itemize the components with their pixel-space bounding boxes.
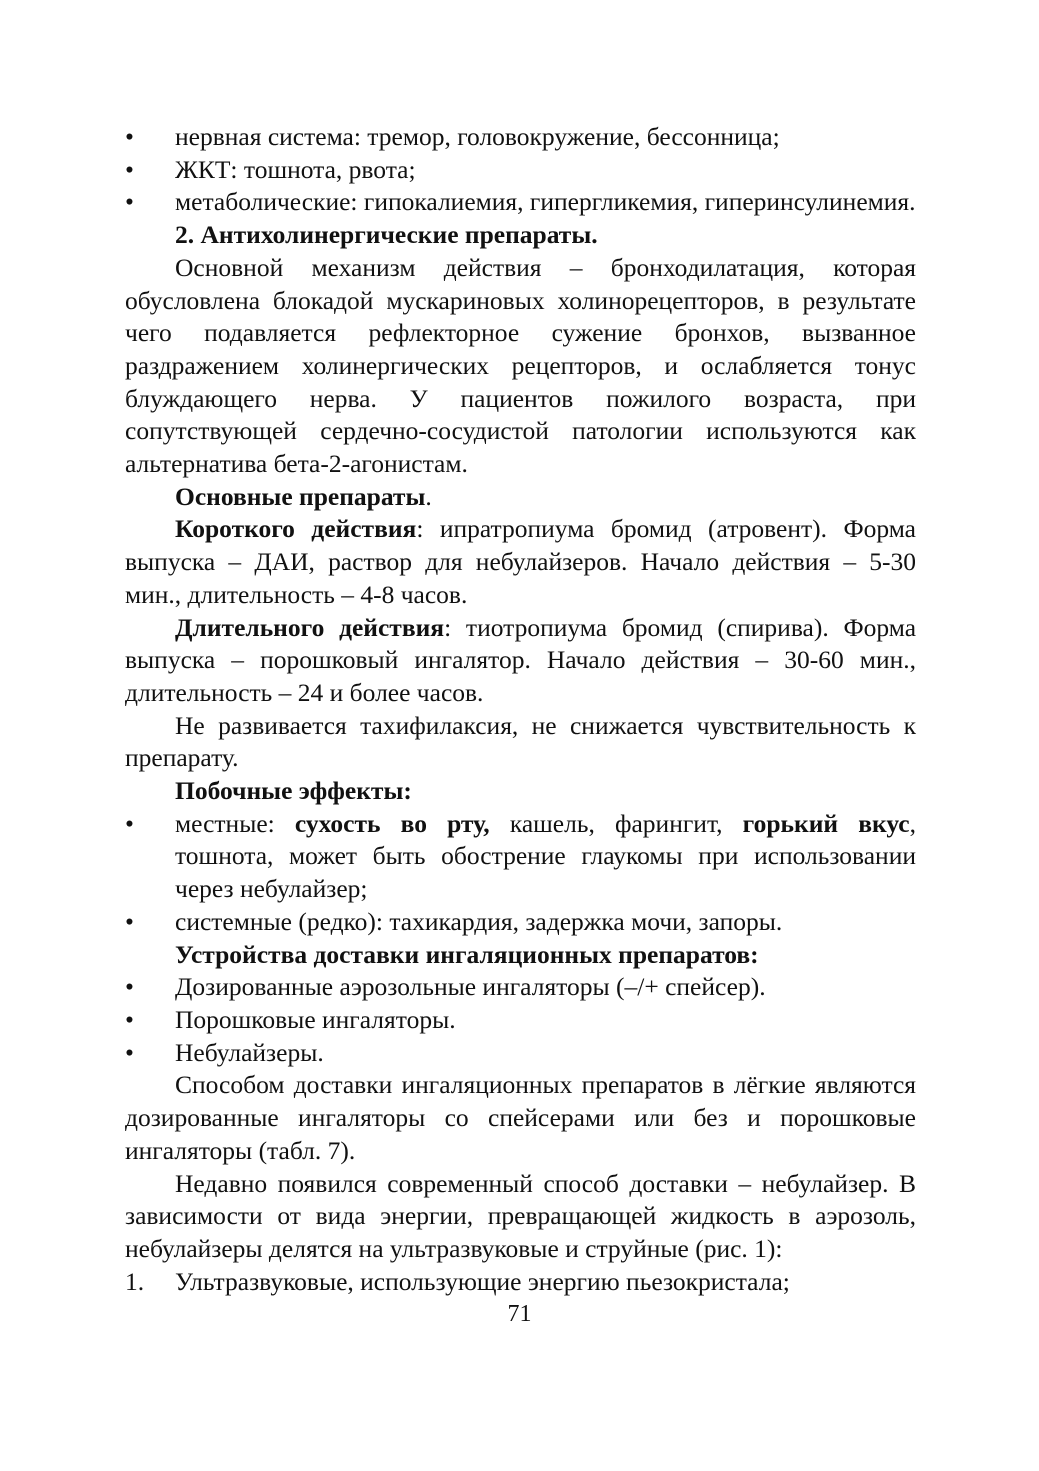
term-label: Длительного действия — [175, 612, 445, 642]
list-item-text: Небулайзеры. — [175, 1037, 324, 1067]
page-body — [125, 121, 916, 1298]
subheading-dot: . — [425, 481, 432, 511]
bullet-marker: • — [125, 972, 134, 1002]
list-item — [125, 121, 916, 154]
subheading-side-effects: Побочные эффекты: — [175, 776, 412, 806]
list-item — [125, 186, 916, 219]
bullet-marker: • — [125, 1004, 134, 1034]
list-item-text — [175, 809, 916, 903]
list-item — [125, 808, 916, 906]
list-item — [125, 971, 916, 1004]
paragraph-short-acting — [125, 513, 916, 611]
list-item-text: Ультразвуковые, использующие энергию пьезокристала; — [175, 1266, 790, 1296]
bullet-marker: • — [125, 906, 134, 936]
term-text: : тиотропиума бромид (спирива). Форма выпуска – порошковый ингалятор. Начало действия – 30-60 мин., длительность – 24 и более часов. — [125, 612, 917, 707]
list-item-text: Дозированные аэрозольные ингаляторы (–/+ спейсер). — [175, 972, 766, 1002]
list-item — [125, 154, 916, 187]
bullet-marker: • — [125, 187, 134, 217]
text-run: местные: — [175, 808, 295, 838]
subheading-text: Основные препараты — [175, 481, 426, 511]
subheading-devices: Устройства доставки ингаляционных препаратов: — [175, 939, 759, 969]
list-item-text: Порошковые ингаляторы. — [175, 1004, 456, 1034]
number-marker: 1. — [125, 1266, 145, 1296]
term-label: Короткого действия — [175, 514, 417, 544]
text-run: кашель, фарингит, — [489, 808, 743, 838]
bold-run: горький вкус — [742, 808, 910, 838]
section-heading: 2. Антихолинергические препараты. — [175, 220, 598, 250]
bullet-marker: • — [125, 122, 134, 151]
subheading-main-drugs — [125, 481, 916, 514]
paragraph: Основной механизм действия – бронходилатация, которая обусловлена блокадой мускариновых холинорецепторов, в результате чего подавляется рефлекторное сужение бронхов, вызванное раздражением холинергических рецепторов, и ослабляется тонус блуждающего нерва. У пациентов пожилого возраста, при сопутствующей сердечно-сосудистой патологии используются как альтернатива бета-2-агонистам. — [125, 252, 916, 479]
paragraph: Способом доставки ингаляционных препаратов в лёгкие являются дозированные ингаляторы со спейсерами или без и порошковые ингаляторы (табл. 7). — [125, 1070, 916, 1165]
text-run: , тошнота, может быть обострение глаукомы при использовании через небулайзер; — [175, 808, 917, 904]
bold-run: сухость во рту, — [294, 808, 490, 838]
list-item-text: нервная система: тремор, головокружение, бессонница; — [175, 122, 780, 151]
paragraph: Не развивается тахифилаксия, не снижается чувствительность к препарату. — [125, 710, 916, 773]
numbered-list-item — [125, 1266, 916, 1299]
bullet-marker: • — [125, 1037, 134, 1067]
list-item-text: метаболические: гипокалиемия, гипергликемия, гиперинсулинемия. — [175, 187, 916, 217]
term-text: : ипратропиума бромид (атровент). Форма выпуска – ДАИ, раствор для небулайзеров. Начало действия – 5-30 мин., длительность – 4-8 часов. — [125, 514, 916, 609]
bullet-marker: • — [125, 154, 134, 184]
paragraph-long-acting — [125, 612, 916, 710]
list-item — [125, 1004, 916, 1037]
list-item — [125, 1037, 916, 1070]
paragraph: Недавно появился современный способ доставки – небулайзер. В зависимости от вида энергии, превращающей жидкость в аэрозоль, небулайзеры делятся на ультразвуковые и струйные (рис. 1): — [125, 1168, 916, 1263]
list-item-text: ЖКТ: тошнота, рвота; — [175, 154, 416, 184]
page-number: 71 — [507, 1301, 532, 1327]
bullet-marker: • — [125, 808, 134, 838]
list-item — [125, 906, 916, 939]
list-item-text: системные (редко): тахикардия, задержка мочи, запоры. — [175, 906, 783, 936]
